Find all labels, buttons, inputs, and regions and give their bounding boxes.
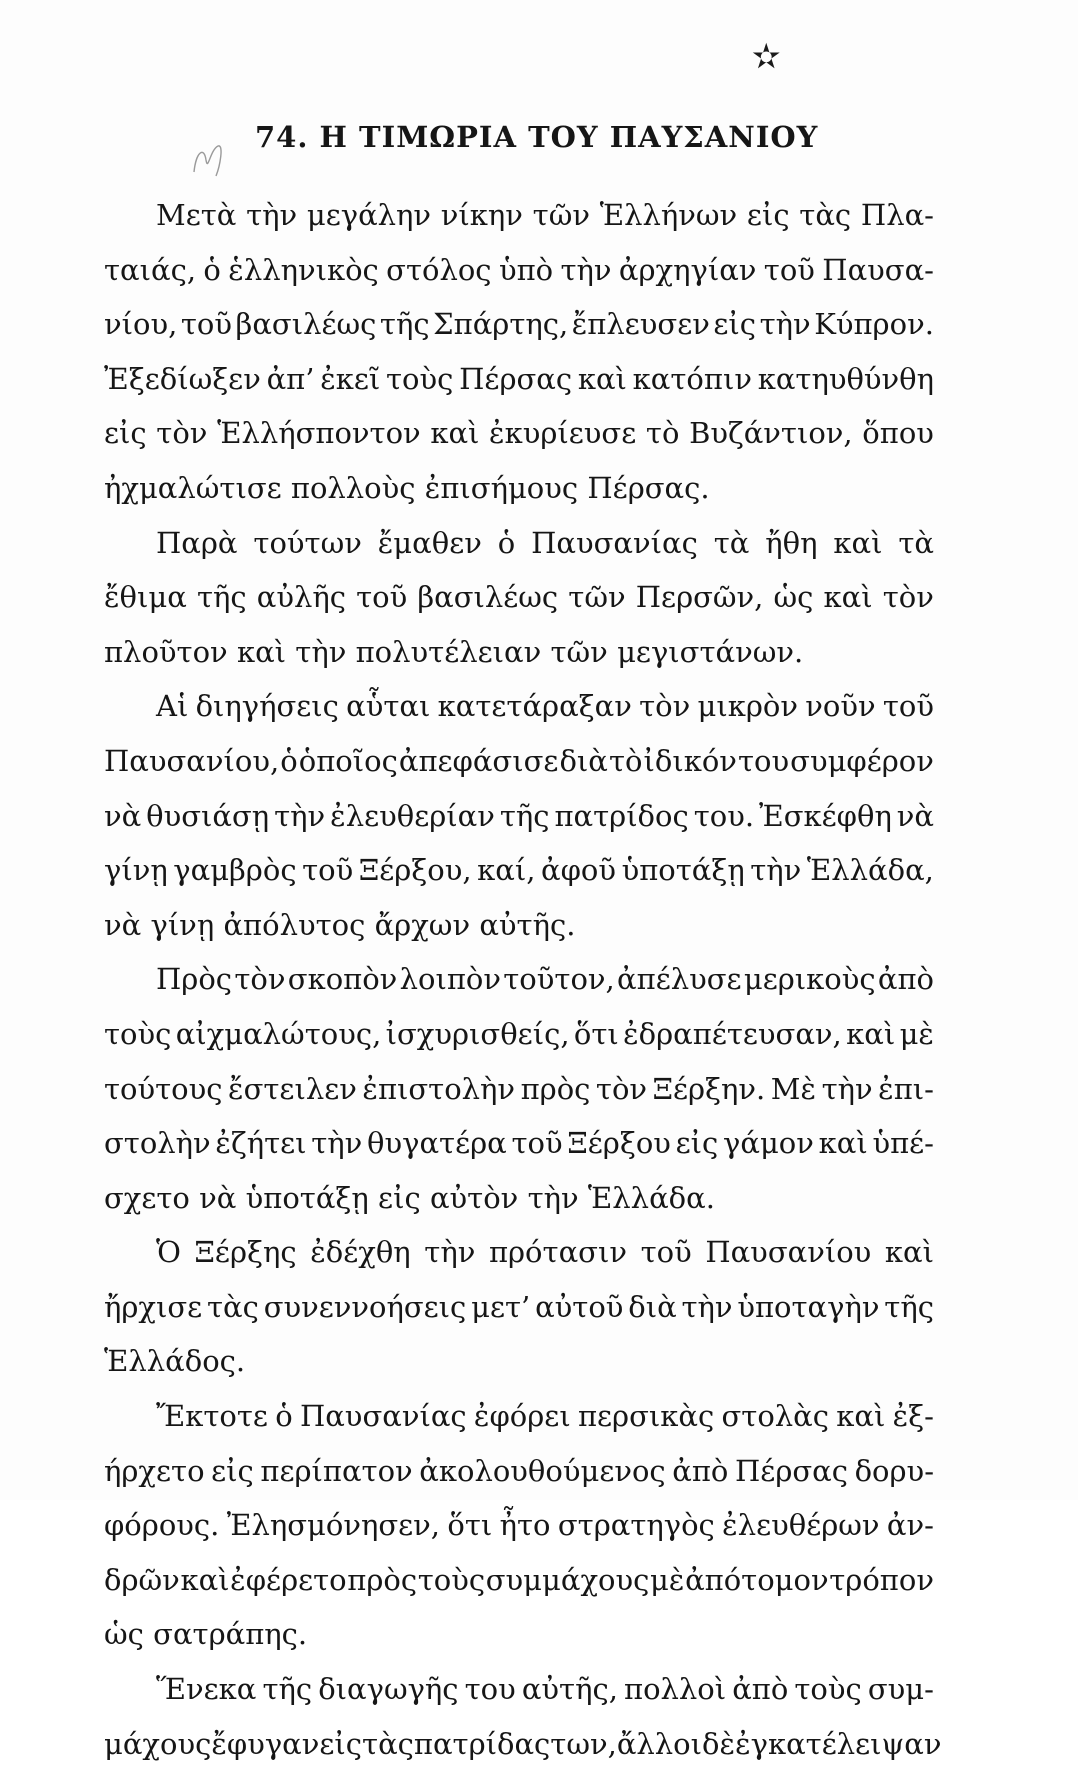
word: Παυσανίου, [104, 743, 280, 778]
word: τὴν [821, 1071, 873, 1106]
word: Παυσανίου [705, 1235, 872, 1270]
word: ἄλλοι [616, 1726, 703, 1761]
word: τοῦ [763, 252, 815, 287]
body-text [104, 188, 942, 1771]
word: πολυτέλειαν [355, 634, 542, 669]
word: ἀπ’ [266, 361, 315, 396]
word: ὅπου [862, 416, 934, 451]
word: Ἐλησμόνησεν, [226, 1508, 441, 1543]
word: περίπατον [260, 1453, 413, 1488]
word: ἀκολουθούμενος [419, 1453, 666, 1488]
word: γίνῃ [150, 907, 215, 942]
word: τῆς [262, 1672, 313, 1707]
word: ἐφέρετο [230, 1562, 347, 1597]
word: συμμάχους [485, 1562, 650, 1597]
word: πολλοὺς [290, 470, 416, 505]
word: ἐζήτει [215, 1126, 307, 1161]
word: Ἐσκέφθη [759, 798, 892, 833]
word: νίου, [104, 307, 178, 342]
word: τὸν [882, 580, 934, 615]
word: ἄρχων [374, 907, 471, 942]
word: τῆς [499, 798, 550, 833]
word: ἐπι- [878, 1071, 934, 1106]
word: καὶ [836, 1399, 886, 1434]
word: ἐκυρίευσε [489, 416, 637, 451]
word: ἀπότομον [685, 1562, 829, 1597]
word: τοῦ [511, 1126, 563, 1161]
word: ὑπὸ [498, 252, 554, 287]
word: ἦτο [499, 1508, 551, 1543]
word: Ἑλλάδος. [104, 1344, 246, 1379]
word: πλοῦτον [104, 634, 228, 669]
word: διηγήσεις [195, 689, 339, 724]
word: δορυ- [854, 1453, 934, 1488]
word: εἰς [211, 1453, 254, 1488]
word: μεγιστάνων. [617, 634, 804, 669]
word: διὰ [559, 743, 608, 778]
word: θυγατέρα [367, 1126, 507, 1161]
word: συμφέρον [790, 743, 934, 778]
word: τὸν [639, 689, 691, 724]
word: περσικὰς [577, 1399, 715, 1434]
word: Ἑλλάδα, [806, 853, 934, 888]
word: τοῦ [882, 689, 934, 724]
word: καὶ [180, 1562, 230, 1597]
word: ὡς [104, 1617, 144, 1652]
word: μεγάλην [306, 198, 432, 232]
word: τὴν [560, 252, 612, 287]
word: Πέρσας [459, 361, 573, 396]
word: σχετο [104, 1180, 190, 1215]
word: εἰς [319, 1726, 363, 1761]
word: αὐτοῦ [535, 1289, 624, 1324]
word: ἤρχισε [104, 1289, 203, 1324]
word: ὡς [773, 580, 814, 615]
word: καὶ [833, 525, 883, 560]
word: τὴν [424, 1235, 476, 1270]
word: τῶν [550, 634, 608, 669]
word: τὴν [246, 198, 298, 232]
word: πολλοὶ [624, 1672, 727, 1707]
word: ἀπὸ [732, 1672, 789, 1707]
text-line [104, 461, 934, 516]
word: τὴν [750, 853, 802, 888]
word: νὰ [104, 798, 142, 833]
word: τὰ [898, 525, 934, 560]
text-line [104, 734, 934, 789]
word: τοῦ [356, 580, 408, 615]
word: ἀρχηγίαν [618, 252, 757, 287]
word: νίκην [440, 198, 523, 232]
word: εἰς [104, 416, 147, 451]
word: γίνῃ [104, 853, 168, 888]
word: ἀπεφάσισε [398, 743, 559, 778]
word: Πέρσας. [587, 470, 710, 505]
word: τὴν [274, 798, 326, 833]
word: τούτους [104, 1071, 223, 1106]
word: ἐλευθέρων [722, 1508, 880, 1543]
word: ἤθη [765, 525, 818, 560]
word: πατρίδας [413, 1726, 551, 1761]
word: ἐκεῖ [320, 361, 381, 396]
word: ταιάς, [104, 252, 197, 287]
word: εἰς [713, 307, 757, 342]
word: Ξέρξην. [652, 1071, 766, 1106]
word: ἐδέχθη [310, 1235, 411, 1270]
word: Ἑλλήνων [599, 198, 738, 232]
word: Πρὸς [156, 962, 233, 997]
word: ἑλληνικὸς [228, 252, 379, 287]
word: μικρὸν [697, 689, 798, 724]
word: ὑποτάξῃ [621, 853, 745, 888]
word: ὅτι [447, 1508, 493, 1543]
word: κατηυθύνθη [757, 361, 934, 396]
word: ὁποῖος [298, 743, 398, 778]
word: αἰχμαλώτους, [175, 1016, 382, 1051]
word: Ἐξεδίωξεν [104, 361, 261, 396]
word: ήρχετο [104, 1453, 205, 1488]
word: του. [693, 798, 755, 833]
word: Ξέρξου, [358, 853, 472, 888]
word: καί, [477, 853, 536, 888]
word: τῶν [532, 198, 590, 232]
word: ὁ [497, 525, 516, 560]
word: ἔπλευσεν [571, 307, 710, 342]
word: Παυσανίας [299, 1399, 467, 1434]
word: στολὴν [104, 1126, 211, 1161]
word: γάμον [723, 1126, 814, 1161]
word: διὰ [628, 1289, 677, 1324]
word: ἀπὸ [672, 1453, 729, 1488]
word: πρὸς [520, 1071, 591, 1106]
word: ἔμαθεν [377, 525, 482, 560]
word: Παρὰ [156, 525, 238, 560]
word: ἀπὸ [877, 962, 934, 997]
word: τῆς [196, 580, 247, 615]
text-line [104, 1498, 934, 1553]
word: στολὰς [721, 1399, 829, 1434]
text-line [104, 1225, 934, 1280]
text-line [104, 297, 934, 352]
word: γαμβρὸς [173, 853, 297, 888]
word: Ἕνεκα [156, 1672, 257, 1707]
word: καὶ [818, 1126, 868, 1161]
word: Περσῶν, [635, 580, 764, 615]
word: τὸ [608, 743, 643, 778]
word: ἐξ- [892, 1399, 934, 1434]
word: καὶ [430, 416, 480, 451]
word: τοὺς [104, 1016, 172, 1051]
text-line [104, 1007, 934, 1062]
word: τοὺς [417, 1562, 486, 1597]
word: τοῦτον, [503, 962, 615, 997]
word: ἀν- [886, 1508, 934, 1543]
word: τὸν [234, 962, 286, 997]
word: τὴν [681, 1289, 733, 1324]
word: τὴν [295, 634, 347, 669]
word: πρὸς [347, 1562, 418, 1597]
word: φόρους. [104, 1508, 220, 1543]
word: τοῦ [302, 853, 354, 888]
word: ἐπιστολὴν [362, 1071, 516, 1106]
text-line [104, 570, 934, 625]
word: αὗται [346, 689, 431, 724]
word: ἰσχυρισθείς, [385, 1016, 570, 1051]
word: μάχους [104, 1726, 212, 1761]
word: λοιπὸν [399, 962, 501, 997]
word: Μὲ [770, 1071, 817, 1106]
word: δὲ [702, 1726, 736, 1761]
text-line [104, 1662, 934, 1717]
word: νὰ [104, 907, 142, 942]
word: σατράπης. [153, 1617, 308, 1652]
word: ἐδραπέτευσαν, [623, 1016, 842, 1051]
text-line [104, 1553, 934, 1608]
word: του [464, 1672, 516, 1707]
word: αὐλῆς [256, 580, 346, 615]
word: πρότασιν [488, 1235, 627, 1270]
word: δρῶν [104, 1562, 180, 1597]
word: μερικοὺς [743, 962, 876, 997]
word: τὴν [759, 307, 811, 342]
word: θυσιάσῃ [146, 798, 270, 833]
text-line [104, 789, 934, 844]
word: βασιλέως [235, 307, 377, 342]
word: ὑποταγὴν [737, 1289, 880, 1324]
word: Ξέρξης [194, 1235, 297, 1270]
word: τούτων [253, 525, 362, 560]
word: βασιλέως [417, 580, 559, 615]
word: ἐγκατέλειψαν [735, 1726, 942, 1761]
word: ἔθιμα [104, 580, 187, 615]
word: αὐτῆς, [521, 1672, 618, 1707]
word: συμ- [867, 1672, 934, 1707]
word: μὲ [899, 1016, 934, 1051]
word: διαγωγῆς [318, 1672, 459, 1707]
pencil-annotation-icon [186, 132, 246, 192]
word: ἐλευθερίαν [330, 798, 495, 833]
word: τοῦ [640, 1235, 692, 1270]
word: τρόπον [829, 1562, 934, 1597]
word: ὁ [280, 743, 298, 778]
word: ἀφοῦ [541, 853, 617, 888]
word: ἐπισήμους [424, 470, 579, 505]
word: τὴν [311, 1126, 363, 1161]
text-line [104, 1717, 942, 1771]
word: Ἔκτοτε [156, 1399, 268, 1434]
word: τὸν [595, 1071, 648, 1106]
word: Κύπρον. [814, 307, 934, 342]
word: τὴν [527, 1180, 579, 1215]
text-line [104, 1607, 934, 1662]
page-title: 74. Η ΤΙΜΩΡΙΑ ΤΟΥ ΠΑΥΣΑΝΙΟΥ [255, 120, 819, 154]
word: Ὁ [156, 1235, 181, 1270]
word: τὰς [207, 1289, 259, 1324]
text-line [104, 406, 934, 461]
text-line [104, 188, 934, 243]
word: Πλα- [860, 198, 934, 232]
word: τὸν [156, 416, 208, 451]
word: μετ’ [471, 1289, 531, 1324]
word: ἐφόρει [473, 1399, 571, 1434]
text-line [104, 1334, 934, 1389]
word: Ἑλλήσποντον [217, 416, 421, 451]
text-line [104, 1062, 934, 1117]
word: Παυσανίας [531, 525, 698, 560]
word: ὑπέ- [872, 1126, 934, 1161]
word: τοὺς [794, 1672, 862, 1707]
word: ἔστειλεν [228, 1071, 357, 1106]
word: ὁ [203, 252, 221, 287]
word: ὅτι [573, 1016, 619, 1051]
word: πατρίδος [554, 798, 689, 833]
text-line [104, 1389, 934, 1444]
word: ἰδικόν [643, 743, 737, 778]
word: καὶ [577, 361, 627, 396]
word: στρατηγὸς [557, 1508, 715, 1543]
word: Ἑλλάδα. [587, 1180, 715, 1215]
word: τὰ [713, 525, 750, 560]
word: καὶ [884, 1235, 934, 1270]
word: τοῦ [180, 307, 232, 342]
word: Παυσα- [822, 252, 934, 287]
text-line [104, 1116, 934, 1171]
word: Βυζάντιον, [689, 416, 853, 451]
word: τὸ [645, 416, 680, 451]
word: καὶ [823, 580, 873, 615]
word: ἀπέλυσε [617, 962, 742, 997]
word: κατετάραξαν [437, 689, 632, 724]
word: αὐτῆς. [479, 907, 576, 942]
word: Αἱ [156, 689, 189, 724]
word: στόλος [386, 252, 492, 287]
word: συνεννοήσεις [263, 1289, 467, 1324]
text-line [104, 1444, 934, 1499]
word: Ξέρξου [567, 1126, 671, 1161]
word: ἀπόλυτος [223, 907, 366, 942]
word: ἔφυγαν [211, 1726, 320, 1761]
word: Σπάρτης, [433, 307, 569, 342]
word: αὐτὸν [429, 1180, 519, 1215]
word: εἰς [378, 1180, 421, 1215]
word: Μετὰ [156, 198, 237, 232]
word: τῆς [379, 307, 430, 342]
word: καὶ [236, 634, 287, 669]
word: νὰ [896, 798, 934, 833]
word: τὰς [799, 198, 852, 232]
star-icon: ✫ [752, 37, 781, 77]
text-line [104, 352, 934, 407]
text-line [104, 243, 934, 298]
word: σκοπὸν [287, 962, 398, 997]
word: καὶ [846, 1016, 896, 1051]
word: ἠχμαλώτισε [104, 470, 282, 505]
word: του [737, 743, 790, 778]
word: των, [550, 1726, 617, 1761]
text-line [104, 516, 934, 571]
word: τῶν [568, 580, 626, 615]
word: τῆς [884, 1289, 934, 1324]
text-line [104, 625, 934, 680]
text-line [104, 952, 934, 1007]
text-line [104, 1171, 934, 1226]
word: ὑποτάξῃ [245, 1180, 369, 1215]
text-line [104, 843, 934, 898]
word: νοῦν [805, 689, 876, 724]
text-line [104, 898, 934, 953]
word: κατόπιν [632, 361, 752, 396]
word: νὰ [199, 1180, 237, 1215]
word: μὲ [650, 1562, 685, 1597]
word: Πέρσας [735, 1453, 848, 1488]
text-line [104, 679, 934, 734]
word: ὁ [275, 1399, 293, 1434]
word: εἰς [746, 198, 790, 232]
text-line [104, 1280, 934, 1335]
word: τοὺς [386, 361, 454, 396]
word: εἰς [675, 1126, 719, 1161]
word: τὰς [362, 1726, 414, 1761]
